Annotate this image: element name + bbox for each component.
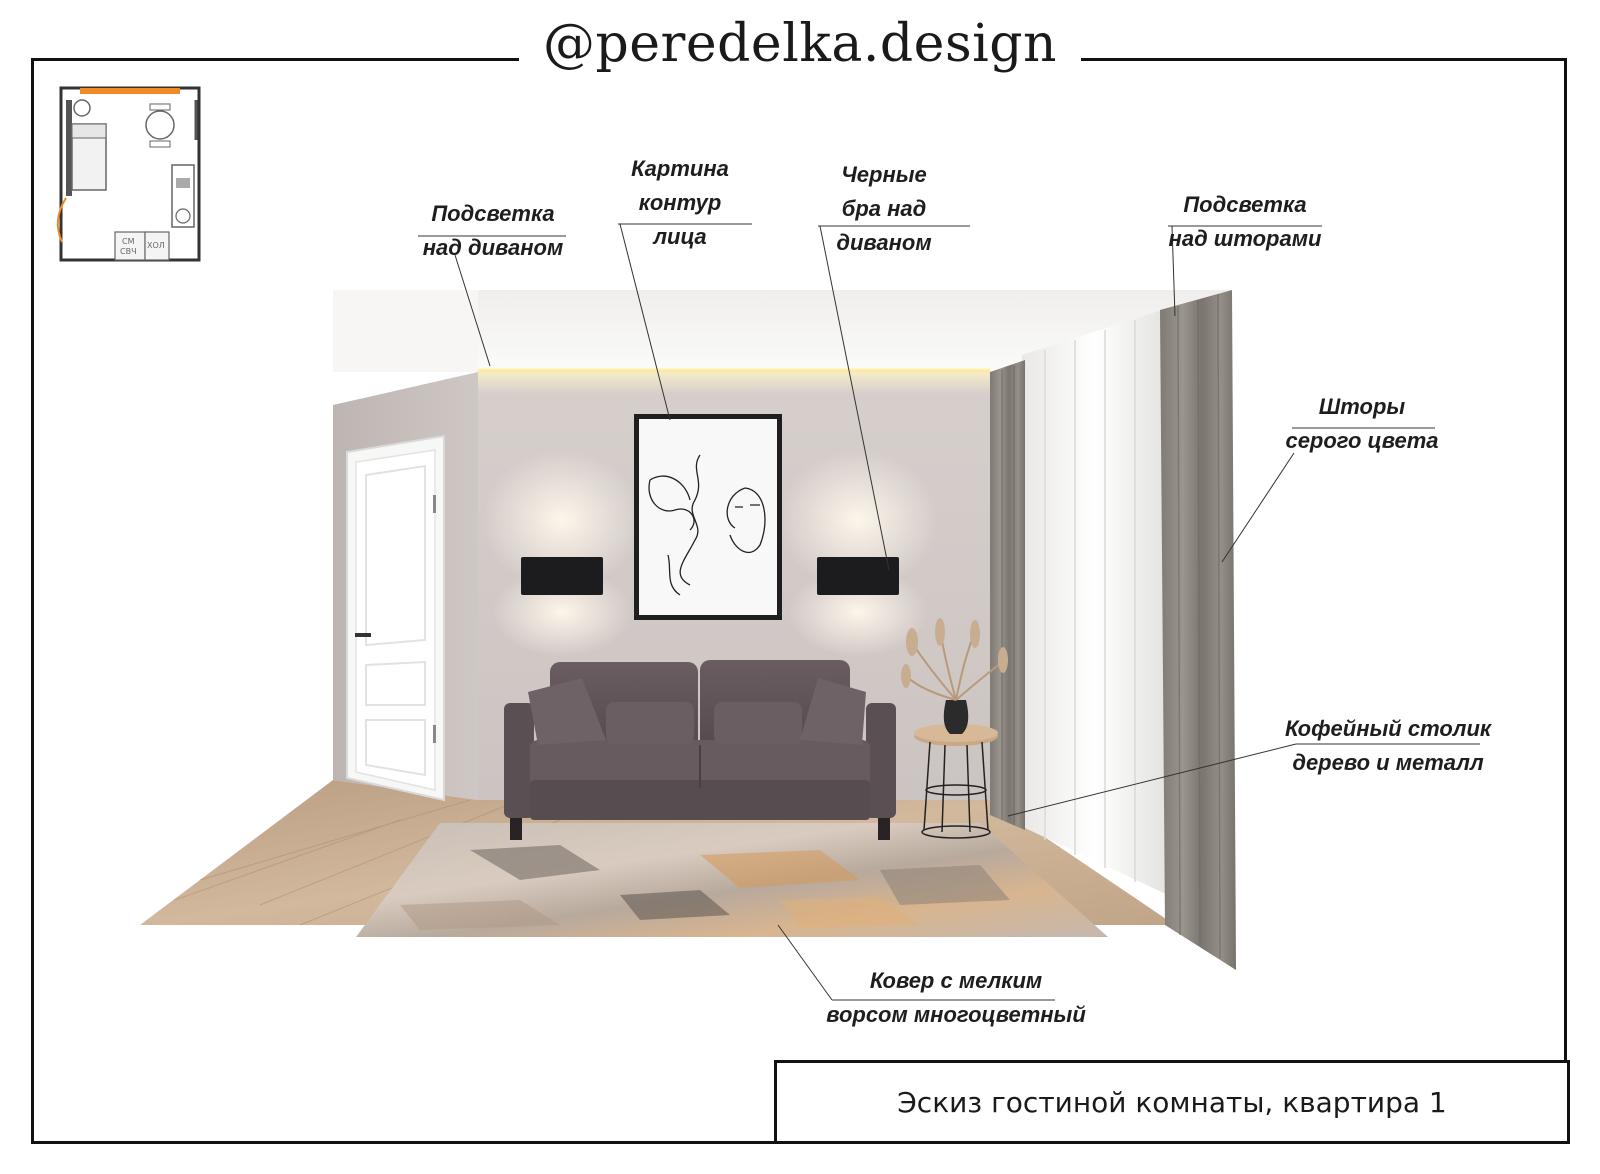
callout-sconces-line2: бра над [841, 196, 927, 221]
face-line-art-painting [634, 414, 782, 620]
callout-backlight-curtains-line1: Подсветка [1183, 192, 1307, 217]
callout-coffee-table [1268, 712, 1508, 780]
grey-velvet-sofa [504, 660, 896, 840]
plan-label-sm: СМ [122, 237, 135, 246]
callout-painting-line2: контур [638, 190, 722, 215]
grey-curtain-left [990, 360, 1025, 830]
white-door [347, 436, 444, 800]
callout-carpet-line2: ворсом многоцветный [826, 1002, 1086, 1027]
callout-backlight-sofa-line1: Подсветка [431, 201, 555, 226]
callout-sconces [804, 158, 964, 260]
brand-header [0, 14, 1600, 74]
sconce-left [521, 557, 603, 595]
brand-title: @peredelka.design [519, 14, 1081, 74]
callout-curtains-line2: серого цвета [1285, 428, 1439, 453]
callout-painting [600, 152, 760, 254]
sketch-caption: Эскиз гостиной комнаты, квартира 1 [897, 1085, 1447, 1119]
callout-painting-line3: лица [653, 224, 707, 249]
floor-plan [58, 88, 199, 260]
plan-label-svch: СВЧ [120, 247, 137, 256]
sconce-right [817, 557, 899, 595]
callout-sconces-line1: Черные [841, 162, 927, 187]
callout-backlight-curtains [1148, 188, 1342, 256]
caption-box [774, 1060, 1570, 1144]
callout-sconces-line3: диваном [836, 230, 932, 255]
callout-curtains-line1: Шторы [1318, 394, 1406, 419]
callout-coffee-table-line2: дерево и металл [1292, 750, 1484, 775]
callout-backlight-curtains-line2: над шторами [1168, 226, 1322, 251]
callout-carpet-line1: Ковер с мелким [869, 968, 1043, 993]
callout-painting-line1: Картина [631, 156, 729, 181]
callout-curtains [1272, 390, 1452, 458]
callout-coffee-table-line1: Кофейный столик [1284, 716, 1492, 741]
plan-label-hol: ХОЛ [147, 241, 165, 250]
callout-backlight-sofa [398, 197, 588, 265]
callout-carpet [806, 964, 1106, 1032]
callout-backlight-sofa-line2: над диваном [422, 235, 564, 260]
